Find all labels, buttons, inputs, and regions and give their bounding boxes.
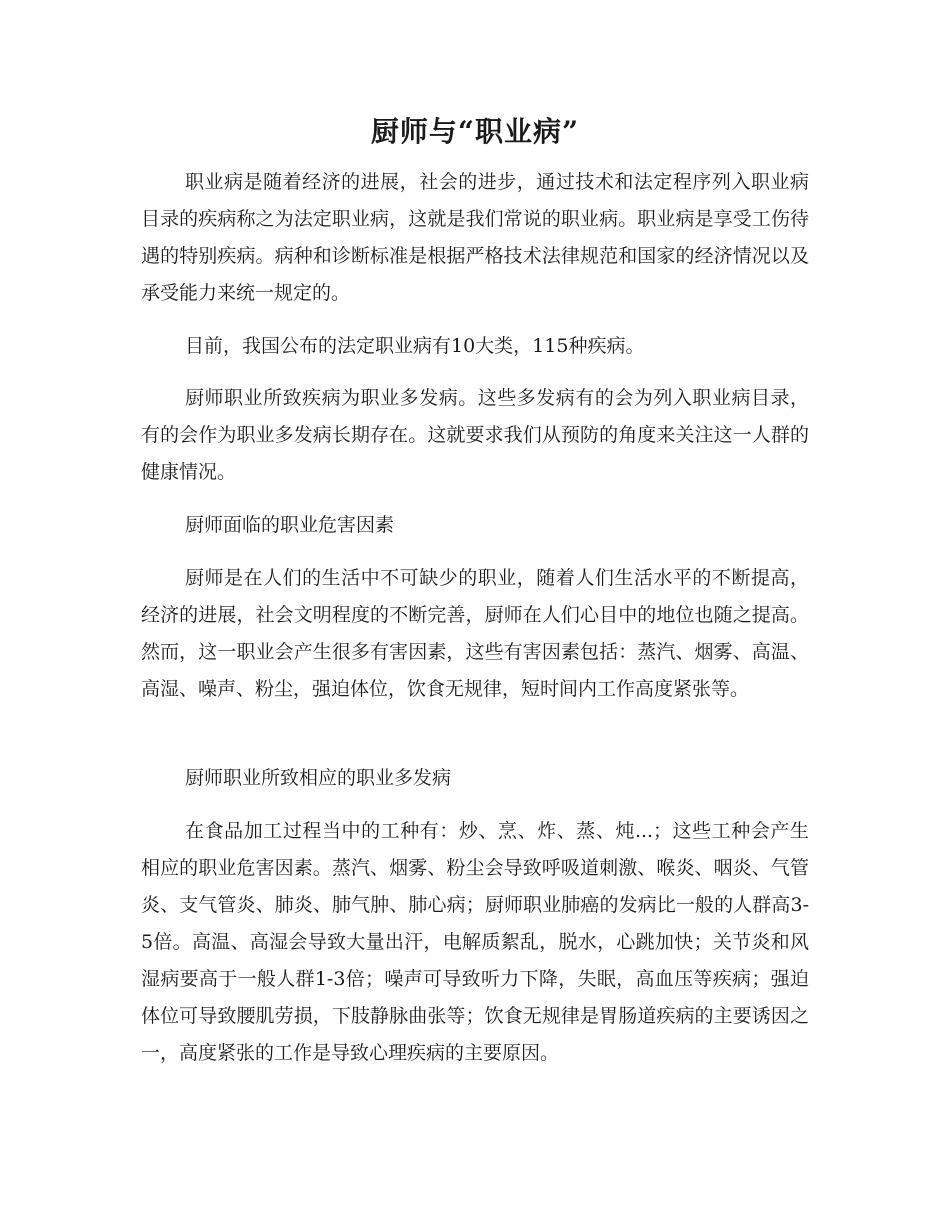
- paragraph-occupational-disease-definition: 职业病是随着经济的进展，社会的进步，通过技术和法定程序列入职业病目录的疾病称之为法定职业病，这就是我们常说的职业病。职业病是享受工伤待遇的特别疾病。病种和诊断标准是根据严格技术法律规范和国家的经济情况以及承受能力来统一规定的。: [141, 171, 809, 304]
- paragraph-related-diseases: 在食品加工过程当中的工种有：炒、烹、炸、蒸、炖...；这些工种会产生相应的职业危害因素。蒸汽、烟雾、粉尘会导致呼吸道刺激、喉炎、咽炎、气管炎、支气管炎、肺炎、肺气肿、肺心病；厨师职业肺癌的发病比一般的人群高3-5倍。高温、高湿会导致大量出汗，电解质絮乱，脱水，心跳加快；关节炎和风湿病要高于一般人群1-3倍；噪声可导致听力下降，失眠，高血压等疾病；强迫体位可导致腰肌劳损，下肢静脉曲张等；饮食无规律是胃肠道疾病的主要诱因之一，高度紧张的工作是导致心理疾病的主要原因。: [141, 820, 809, 1064]
- paragraph-chef-frequent-diseases: 厨师职业所致疾病为职业多发病。这些多发病有的会为列入职业病目录，有的会作为职业多发病长期存在。这就要求我们从预防的角度来关注这一人群的健康情况。: [141, 387, 809, 483]
- section-heading-related-diseases: 厨师职业所致相应的职业多发病: [185, 767, 452, 789]
- paragraph-hazard-factors: 厨师是在人们的生活中不可缺少的职业，随着人们生活水平的不断提高，经济的进展，社会文明程度的不断完善，厨师在人们心目中的地位也随之提高。然而，这一职业会产生很多有害因素，这些有害因素包括：蒸汽、烟雾、高温、高湿、噪声、粉尘，强迫体位，饮食无规律，短时间内工作高度紧张等。: [141, 567, 809, 700]
- section-heading-hazard-factors: 厨师面临的职业危害因素: [185, 514, 395, 536]
- paragraph-statutory-disease-count: 目前，我国公布的法定职业病有10大类，115种疾病。: [185, 335, 645, 357]
- document-title: 厨师与“职业病”: [370, 115, 580, 148]
